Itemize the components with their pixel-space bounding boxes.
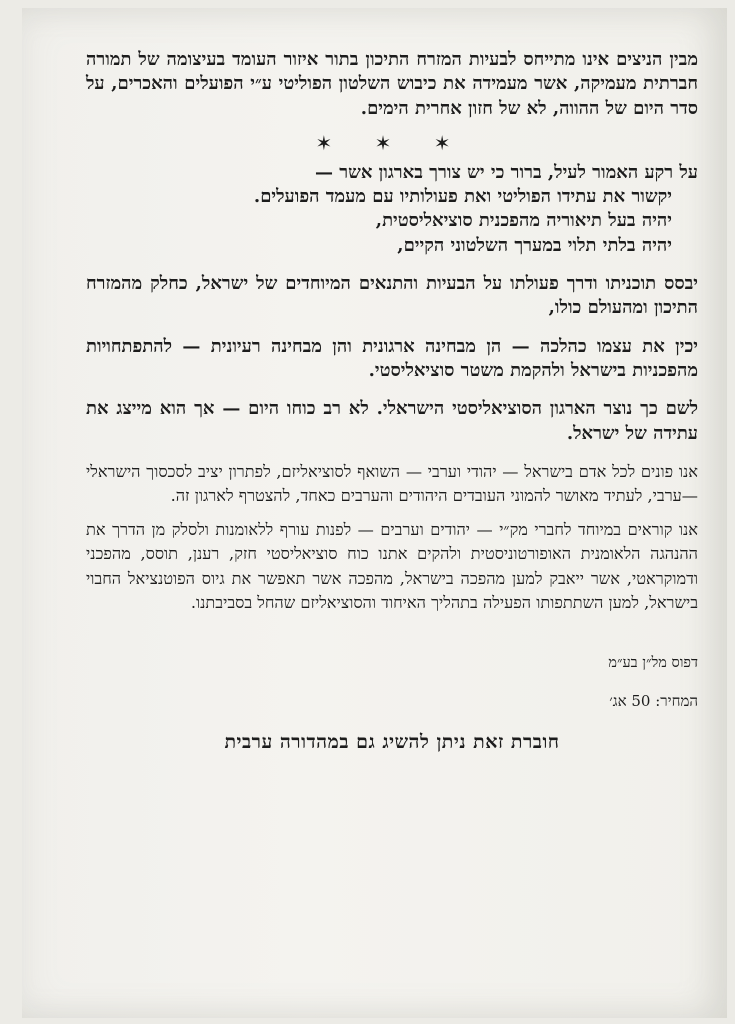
paragraph-program: יבסס תוכניתו ודרך פעולתו על הבעיות והתנאים המיוחדים של ישראל, כחלק מהמזרח התיכון ומהעולם כולו, [86,273,698,319]
requirement-item: יהיה בעל תיאוריה מהפכנית סוציאליסטית, [375,210,672,232]
paragraph-prepare: יכין את עצמו כהלכה — הן מבחינה ארגונית והן מבחינה רעיונית — להתפתחויות מהפכניות בישראל ולהקמת משטר סוציאליסטי. [86,335,698,381]
document-page [22,8,727,1018]
requirement-item: יקשור את עתידו הפוליטי ואת פעולותיו עם מעמד הפועלים. [253,186,672,208]
printer-credit: דפוס מל״ן בע״מ [608,655,698,672]
requirements-list [86,185,698,258]
paragraph-need-intro: על רקע האמור לעיל, ברור כי יש צורך בארגון אשר — [315,161,698,183]
arabic-edition-note: חוברת זאת ניתן להשיג גם במהדורה ערבית [224,731,560,754]
section-divider-stars: ✶ ✶ ✶ [315,130,469,155]
paragraph-organization: לשם כך נוצר הארגון הסוציאליסטי הישראלי. לא רב כוחו היום — אך הוא מייצג את עתידה של ישראל. [86,398,698,444]
document-body [86,48,698,754]
price-label: המחיר: 50 אג׳ [609,692,698,711]
paragraph-appeal: אנו פונים לכל אדם בישראל — יהודי וערבי — השואף לסוציאליזם, לפתרון יציב לסכסוך הישראלי—ערבי, לעתיד מאושר להמוני העובדים היהודים והערבים כאחד, להצטרף לארגון זה. [86,461,698,506]
paragraph-intro: מבין הניצים אינו מתייחס לבעיות המזרח התיכון בתור איזור העומד בעיצומה של תמורה חברתית מעמיקה, אשר מעמידה את כיבוש השלטון הפוליטי ע״י הפועלים והאכרים, על סדר היום של ההווה, לא של חזון אחרית הימים. [86,49,698,119]
requirement-item: יהיה בלתי תלוי במערך השלטוני הקיים, [397,234,672,256]
paragraph-call-maki: אנו קוראים במיוחד לחברי מק״י — יהודים וערבים — לפנות עורף ללאומנות ולסלק מן הדרך את ההנהגה הלאומנית האופורטוניסטית ולהקים אתנו כוח סוציאליסטי חזק, רענן, תוסס, מהפכני ודמוקראטי, אשר ייאבק למען מהפכה בישראל, מהפכה אשר תאפשר את גיוס הפוטנציאל החבוי בישראל, למען השתתפותו הפעילה בתהליך האיחוד והסוציאליזם שהחל בסביבתנו. [86,520,698,612]
